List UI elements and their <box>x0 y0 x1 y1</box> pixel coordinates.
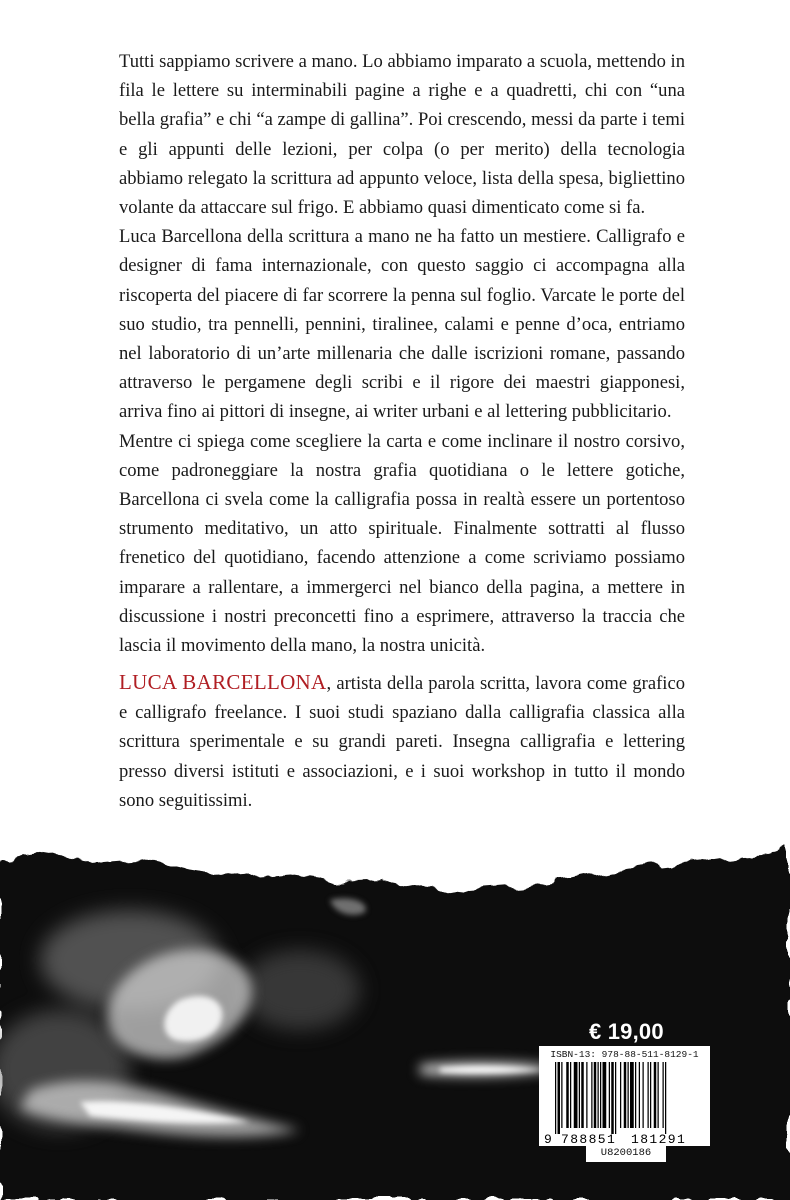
barcode-bar <box>561 1062 562 1128</box>
blurb-paragraph: Tutti sappiamo scrivere a mano. Lo abbiamo imparato a scuola, mettendo in fila le lettere su interminabili pagine a righe e a quadretti, chi con “una bella grafia” e chi “a zampe di gallina”. Poi crescendo, messi da parte i temi e gli appunti delle lezioni, per colpa (o per merito) della tecnologia abbiamo relegato la scrittura ad appunto veloce, lista della spesa, bigliettino volante da attaccare sul frigo. E abbiamo quasi dimenticato come si fa. <box>119 51 685 219</box>
barcode-bars <box>543 1062 706 1146</box>
barcode-left-digits: 788851 <box>561 1132 617 1146</box>
barcode-bar <box>581 1062 584 1128</box>
ink-wash-artwork <box>0 840 790 1200</box>
barcode-bar <box>630 1062 634 1128</box>
barcode-bar <box>620 1062 621 1128</box>
barcode-right-digits: 181291 <box>631 1132 687 1146</box>
barcode-bar <box>603 1062 607 1128</box>
barcode-bar <box>586 1062 587 1128</box>
internal-code: U8200186 <box>600 1147 652 1159</box>
barcode-bar <box>579 1062 580 1128</box>
barcode-bar <box>555 1062 556 1134</box>
barcode-bar <box>566 1062 569 1128</box>
barcode <box>539 1046 710 1146</box>
blurb-paragraph: Mentre ci spiega come scegliere la carta e come inclinare il nostro corsivo, come padroneggiare la nostra grafia quotidiana o le lettere gotiche, Barcellona ci svela come la calligrafia possa in realtà essere un portentoso strumento meditativo, un atto spirituale. Finalmente sottratti al flusso frenetico del quotidiano, facendo attenzione a come scriviamo possiamo imparare a rallentare, a immergerci nel bianco della pagina, a mettere in discussione i nostri preconcetti fino a esprimere, attraverso la traccia che lascia il movimento della mano, la nostra unicità. <box>119 430 685 657</box>
author-name: LUCA BARCELLONA <box>119 670 327 694</box>
barcode-bar <box>574 1062 578 1128</box>
barcode-bar <box>611 1062 614 1134</box>
barcode-bar <box>665 1062 666 1134</box>
barcode-bar <box>654 1062 657 1128</box>
barcode-bar <box>628 1062 629 1128</box>
blurb-paragraph: Luca Barcellona della scrittura a mano ne ha fatto un mestiere. Calligrafo e designer di fama internazionale, con questo saggio ci accompagna alla riscoperta del piacere di far scorrere la penna sul foglio. Varcate le porte del suo studio, tra pennelli, pennini, tiralinee, calami e penne d’oca, entriamo nel laboratorio di un’arte millenaria che dalle iscrizioni romane, passando attraverso le pergamene degli scribi e il rigore dei maestri giapponesi, arriva fino ai pittori di insegne, ai writer urbani e al lettering pubblicitario. <box>119 226 685 423</box>
barcode-bar <box>658 1062 659 1128</box>
barcode-bar <box>643 1062 644 1128</box>
barcode-bar <box>570 1062 571 1128</box>
price-label: € 19,00 <box>589 1019 664 1044</box>
barcode-bar <box>598 1062 599 1128</box>
barcode-bar <box>624 1062 627 1128</box>
barcode-bar <box>635 1062 636 1128</box>
barcode-first-digit: 9 <box>544 1132 552 1146</box>
barcode-bar <box>639 1062 640 1128</box>
barcode-bar <box>594 1062 597 1128</box>
barcode-bar <box>591 1062 592 1128</box>
barcode-bar <box>650 1062 651 1128</box>
barcode-bar <box>648 1062 649 1128</box>
barcode-bar <box>558 1062 561 1134</box>
barcode-bar <box>615 1062 616 1134</box>
back-cover-blurb <box>119 47 685 660</box>
barcode-bar <box>663 1062 664 1128</box>
barcode-bar <box>600 1062 601 1128</box>
author-bio <box>119 668 685 815</box>
barcode-bar <box>609 1062 610 1128</box>
internal-code-box <box>586 1146 666 1162</box>
isbn-label: ISBN-13: 978-88-511-8129-1 <box>550 1049 699 1060</box>
author-bio-text: , artista della parola scritta, lavora come grafico e calligrafo freelance. I suoi studi spaziano dalla calligrafia classica alla scrittura sperimentale e su grandi pareti. Insegna calligrafia e lettering presso diversi istituti e associazioni, e i suoi workshop in tutto il mondo sono seguitissimi. <box>119 673 685 811</box>
